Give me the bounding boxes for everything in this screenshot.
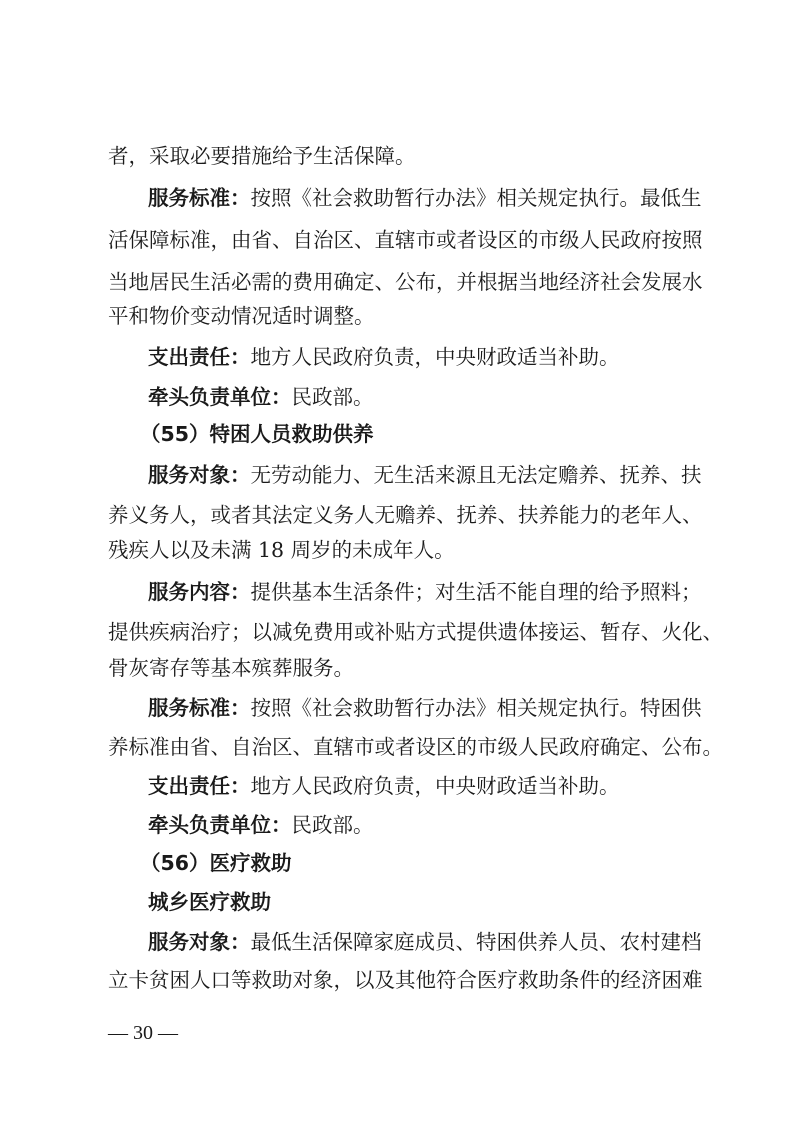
text-line xyxy=(0,530,793,570)
text-line xyxy=(0,178,793,218)
line-label: 服务对象： xyxy=(148,463,251,487)
text-line xyxy=(0,572,793,612)
text-line xyxy=(0,648,793,688)
line-label: 服务标准： xyxy=(148,696,251,720)
line-label: 服务标准： xyxy=(148,186,251,210)
page-number: — 30 — xyxy=(108,1022,178,1044)
line-text: 养标准由省、自治区、直辖市或者设区的市级人民政府确定、公布。 xyxy=(108,735,723,759)
text-line xyxy=(0,495,793,535)
line-text: 民政部。 xyxy=(291,385,374,409)
text-line xyxy=(0,455,793,495)
text-line xyxy=(0,377,793,417)
text-line xyxy=(0,805,793,845)
text-line xyxy=(0,296,793,336)
line-label: 牵头负责单位： xyxy=(148,813,292,837)
line-text: 按照《社会救助暂行办法》相关规定执行。最低生 xyxy=(250,186,702,210)
text-line xyxy=(0,220,793,260)
text-line xyxy=(0,960,793,1000)
line-label: 支出责任： xyxy=(148,774,251,798)
heading-text: （56）医疗救助 xyxy=(140,851,292,875)
heading-text: （55）特困人员救助供养 xyxy=(140,422,374,446)
subsection-heading xyxy=(0,882,793,922)
text-line xyxy=(0,337,793,377)
line-text: 立卡贫困人口等救助对象，以及其他符合医疗救助条件的经济困难 xyxy=(108,968,703,992)
section-heading xyxy=(0,414,793,454)
text-line xyxy=(0,727,793,767)
text-line xyxy=(0,922,793,962)
text-line xyxy=(0,766,793,806)
line-text: 提供基本生活条件；对生活不能自理的给予照料； xyxy=(250,580,702,604)
line-text: 当地居民生活必需的费用确定、公布，并根据当地经济社会发展水 xyxy=(108,270,703,294)
line-text: 无劳动能力、无生活来源且无法定赡养、抚养、扶 xyxy=(250,463,702,487)
line-text: 地方人民政府负责，中央财政适当补助。 xyxy=(250,774,620,798)
text-line xyxy=(0,612,793,652)
line-label: 服务内容： xyxy=(148,580,251,604)
line-text: 按照《社会救助暂行办法》相关规定执行。特困供 xyxy=(250,696,702,720)
line-text: 最低生活保障家庭成员、特困供养人员、农村建档 xyxy=(250,930,702,954)
line-text: 残疾人以及未满 18 周岁的未成年人。 xyxy=(108,538,455,562)
line-label: 服务对象： xyxy=(148,930,251,954)
line-text: 者，采取必要措施给予生活保障。 xyxy=(108,144,416,168)
line-text: 活保障标准，由省、自治区、直辖市或者设区的市级人民政府按照 xyxy=(108,228,703,252)
line-text: 养义务人，或者其法定义务人无赡养、抚养、扶养能力的老年人、 xyxy=(108,503,703,527)
line-text: 提供疾病治疗；以减免费用或补贴方式提供遗体接运、暂存、火化、 xyxy=(108,620,723,644)
line-text: 民政部。 xyxy=(291,813,374,837)
text-line xyxy=(0,136,793,176)
line-label: 支出责任： xyxy=(148,345,251,369)
line-text: 骨灰寄存等基本殡葬服务。 xyxy=(108,656,354,680)
line-text: 地方人民政府负责，中央财政适当补助。 xyxy=(250,345,620,369)
section-heading xyxy=(0,843,793,883)
text-line xyxy=(0,688,793,728)
line-label: 牵头负责单位： xyxy=(148,385,292,409)
heading-text: 城乡医疗救助 xyxy=(148,890,271,914)
line-text: 平和物价变动情况适时调整。 xyxy=(108,304,375,328)
